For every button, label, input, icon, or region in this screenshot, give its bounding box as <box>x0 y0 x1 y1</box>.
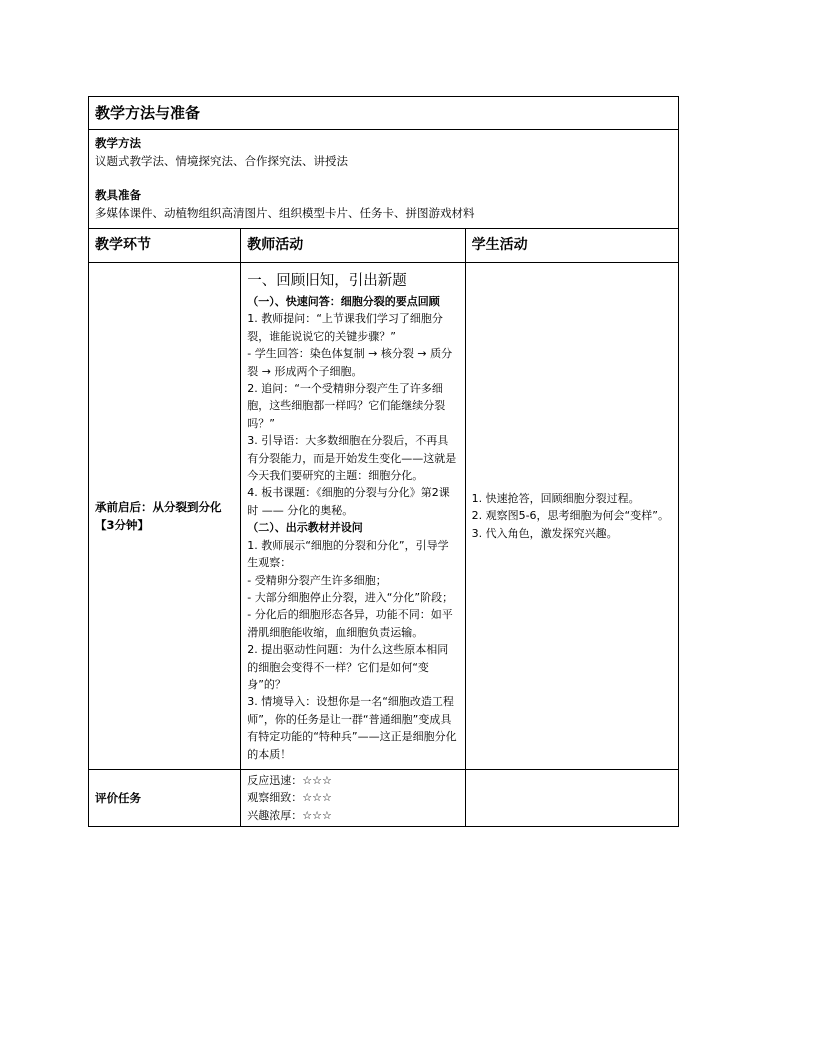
teacher-line: 4. 板书课题：《细胞的分裂与分化》第2课时 —— 分化的奥秘。 <box>247 486 450 517</box>
column-header-student: 学生活动 <box>471 237 528 253</box>
student-activity <box>466 490 678 542</box>
teacher-line: （二）、出示教材并设问 <box>247 521 363 535</box>
teacher-line: - 分化后的细胞形态各异，功能不同：如平滑肌细胞能收缩，血细胞负责运输。 <box>247 608 453 639</box>
column-header-stage: 教学环节 <box>95 237 151 253</box>
teacher-line: （一）、快速问答：细胞分裂的要点回顾 <box>247 295 440 308</box>
materials-text: 多媒体课件、动植物组织高清图片、组织模型卡片、任务卡、拼图游戏材料 <box>95 206 475 220</box>
evaluation-empty-cell <box>465 769 678 827</box>
section-title: 教学方法与准备 <box>95 104 201 122</box>
column-header-row <box>89 229 679 263</box>
evaluation-items-cell <box>241 769 465 827</box>
student-activity-cell <box>465 263 678 770</box>
evaluation-item: 观察细致：☆☆☆ <box>247 791 332 805</box>
teacher-line: 2. 提出驱动性问题：为什么这些原本相同的细胞会变得不一样？它们是如何“变身”的？ <box>247 643 449 691</box>
teacher-line: 一、回顾旧知，引出新题 <box>247 273 407 289</box>
student-line: 2. 观察图5-6，思考细胞为何会“变样”。 <box>471 509 669 523</box>
teacher-line: 1. 教师提问：“上节课我们学习了细胞分裂，谁能说说它的关键步骤？” <box>247 312 443 343</box>
methods-heading: 教学方法 <box>95 136 141 150</box>
materials-heading: 教具准备 <box>95 188 141 202</box>
stage-row <box>89 263 679 770</box>
evaluation-row <box>89 769 679 827</box>
student-line: 3. 代入角色，激发探究兴趣。 <box>471 526 618 540</box>
evaluation-item: 兴趣浓厚：☆☆☆ <box>247 808 332 822</box>
teacher-activity <box>241 263 464 769</box>
teacher-line: - 大部分细胞停止分裂，进入“分化”阶段； <box>247 590 454 604</box>
lesson-plan-page <box>88 96 679 827</box>
evaluation-item: 反应迅速：☆☆☆ <box>247 773 332 787</box>
stage-label: 承前启后：从分裂到分化【3分钟】 <box>95 499 222 532</box>
teacher-line: - 受精卵分裂产生许多细胞； <box>247 573 387 587</box>
teacher-activity-cell <box>241 263 465 770</box>
stage-label-cell <box>89 263 241 770</box>
teacher-line: 3. 情境导入：设想你是一名“细胞改造工程师”，你的任务是让一群“普通细胞”变成具有特定功能的“特种兵”——这正是细胞分化的本质！ <box>247 695 457 761</box>
student-line: 1. 快速抢答，回顾细胞分裂过程。 <box>471 491 640 505</box>
teacher-line: - 学生回答：染色体复制 → 核分裂 → 质分裂 → 形成两个子细胞。 <box>247 347 453 378</box>
evaluation-items <box>241 770 464 827</box>
column-header-teacher: 教师活动 <box>247 237 304 253</box>
teacher-line: 2. 追问：“一个受精卵分裂产生了许多细胞，这些细胞都一样吗？它们能继续分裂吗？” <box>247 382 446 430</box>
evaluation-label: 评价任务 <box>95 791 141 806</box>
teacher-line: 1. 教师展示“细胞的分裂和分化”，引导学生观察： <box>247 538 449 570</box>
teacher-line: 3. 引导语：大多数细胞在分裂后，不再具有分裂能力，而是开始发生变化——这就是今天我们要研究的主题：细胞分化。 <box>247 434 457 483</box>
methods-text: 议题式教学法、情境探究法、合作探究法、讲授法 <box>95 154 348 168</box>
preparation-cell <box>89 130 679 229</box>
evaluation-label-cell <box>89 769 241 827</box>
lesson-plan-table <box>88 96 679 827</box>
section-title-cell <box>89 97 679 130</box>
